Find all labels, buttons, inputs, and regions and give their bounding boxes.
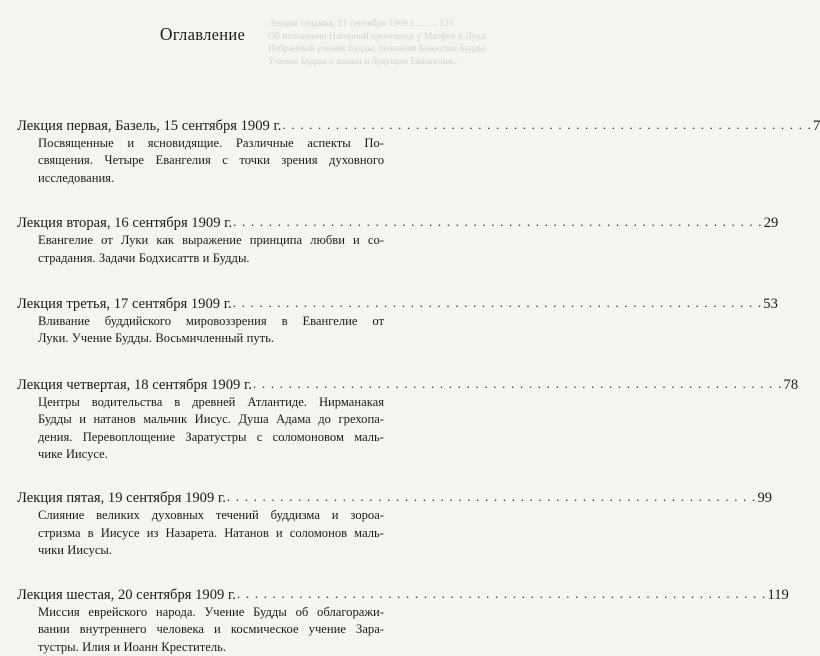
lecture-summary bbox=[38, 604, 384, 656]
summary-line: вании внутреннего человека и космическое учение Зара- bbox=[38, 622, 384, 637]
lecture-title: Лекция пятая, 19 сентября 1909 г. bbox=[17, 490, 226, 507]
lecture-summary bbox=[38, 135, 384, 187]
page-number: 7 bbox=[813, 118, 820, 134]
toc-entry-1 bbox=[17, 117, 820, 187]
toc-entry-heading[interactable] bbox=[17, 489, 773, 507]
summary-line: стризма в Иисусе из Назарета. Натанов и соломонов маль- bbox=[38, 525, 384, 540]
dot-leader: . . . . . . . . . . . . . . . . . . . . . . . . . . . . . . . . . . . . . . . . . . . . . . . . . . . . . . . . . . . . bbox=[226, 489, 757, 505]
table-of-contents bbox=[17, 117, 820, 656]
page-number: 29 bbox=[763, 215, 779, 232]
page-number: 119 bbox=[767, 586, 789, 603]
title-initial: О bbox=[159, 24, 173, 44]
summary-line: Миссия еврейского народа. Учение Будды об облагоражи- bbox=[38, 604, 384, 619]
page-number: 53 bbox=[763, 296, 778, 313]
lecture-title: Лекция вторая, 16 сентября 1909 г. bbox=[17, 215, 233, 232]
toc-entry-4 bbox=[17, 375, 799, 464]
toc-entry-5 bbox=[17, 489, 773, 559]
summary-line: дения. Перевоплощение Заратустры с соломоновом маль- bbox=[38, 429, 384, 444]
summary-line: чике Иисусе. bbox=[38, 447, 108, 462]
lecture-summary bbox=[38, 232, 384, 267]
page-number: 78 bbox=[783, 376, 799, 393]
dot-leader: . . . . . . . . . . . . . . . . . . . . . . . . . . . . . . . . . . . . . . . . . . . . . . . . . . . . . . . . . . . . bbox=[236, 585, 767, 601]
summary-line: тустры. Илия и Иоанн Креститель. bbox=[38, 639, 226, 654]
lecture-title: Лекция шестая, 20 сентября 1909 г. bbox=[17, 586, 236, 603]
bleed-line: Лекция седьмая, 21 сентября 1909 г.......... 135 bbox=[268, 18, 454, 29]
page-title bbox=[0, 24, 405, 45]
bleed-line: Избранный ученик Будды, познания Божества Будды bbox=[268, 43, 486, 55]
summary-line: Луки. Учение Будды. Восьмичленный путь. bbox=[38, 331, 275, 346]
title-rest: главление bbox=[172, 25, 246, 44]
summary-line: Слияние великих духовных течений буддизма и зороа- bbox=[38, 508, 384, 523]
summary-line: Евангелие от Луки как выражение принципа любви и со- bbox=[38, 233, 384, 248]
dot-leader: . . . . . . . . . . . . . . . . . . . . . . . . . . . . . . . . . . . . . . . . . . . . . . . . . . . . . . . . . . . . bbox=[252, 375, 783, 391]
toc-entry-heading[interactable] bbox=[17, 295, 778, 313]
summary-line: чики Иисусы. bbox=[38, 543, 113, 558]
summary-line: страдания. Задачи Бодхисаттв и Будды. bbox=[38, 250, 250, 265]
toc-entry-heading[interactable] bbox=[17, 117, 820, 134]
page-number: 99 bbox=[757, 490, 773, 507]
dot-leader: . . . . . . . . . . . . . . . . . . . . . . . . . . . . . . . . . . . . . . . . . . . . . . . . . . . . . . . . . . . . bbox=[282, 117, 813, 132]
lecture-title: Лекция четвертая, 18 сентября 1909 г. bbox=[17, 376, 252, 393]
lecture-summary bbox=[38, 313, 384, 348]
dot-leader: . . . . . . . . . . . . . . . . . . . . . . . . . . . . . . . . . . . . . . . . . . . . . . . . . . . . . . . . . . . . bbox=[232, 295, 763, 311]
toc-entry-6 bbox=[17, 585, 789, 656]
summary-line: Посвященные и ясновидящие. Различные аспекты По- bbox=[38, 136, 384, 150]
toc-entry-3 bbox=[17, 295, 778, 348]
summary-line: Будды и натанов мальчик Иисус. Душа Адама до грехопа- bbox=[38, 412, 384, 427]
lecture-summary bbox=[38, 394, 384, 464]
lecture-title: Лекция первая, Базель, 15 сентября 1909 г. bbox=[17, 118, 282, 134]
toc-entry-heading[interactable] bbox=[17, 375, 799, 393]
summary-line: священия. Четыре Евангелия с точки зрения духовного bbox=[38, 153, 384, 168]
summary-line: исследования. bbox=[38, 170, 115, 185]
toc-entry-2 bbox=[17, 214, 779, 267]
lecture-title: Лекция третья, 17 сентября 1909 г. bbox=[17, 296, 232, 313]
summary-line: Центры водительства в древней Атлантиде. Нирманакая bbox=[38, 394, 384, 409]
bleed-line: Учение Будды о жизни и будущем Евангелия... bbox=[268, 55, 460, 67]
summary-line: Вливание буддийского мировоззрения в Евангелие от bbox=[38, 314, 384, 329]
bleed-line: Об изложении Нагорной проповеди у Матфея и Луки bbox=[268, 30, 487, 42]
toc-entry-heading[interactable] bbox=[17, 585, 789, 603]
toc-entry-heading[interactable] bbox=[17, 214, 779, 232]
dot-leader: . . . . . . . . . . . . . . . . . . . . . . . . . . . . . . . . . . . . . . . . . . . . . . . . . . . . . . . . . . . . bbox=[233, 214, 763, 230]
lecture-summary bbox=[38, 507, 384, 559]
